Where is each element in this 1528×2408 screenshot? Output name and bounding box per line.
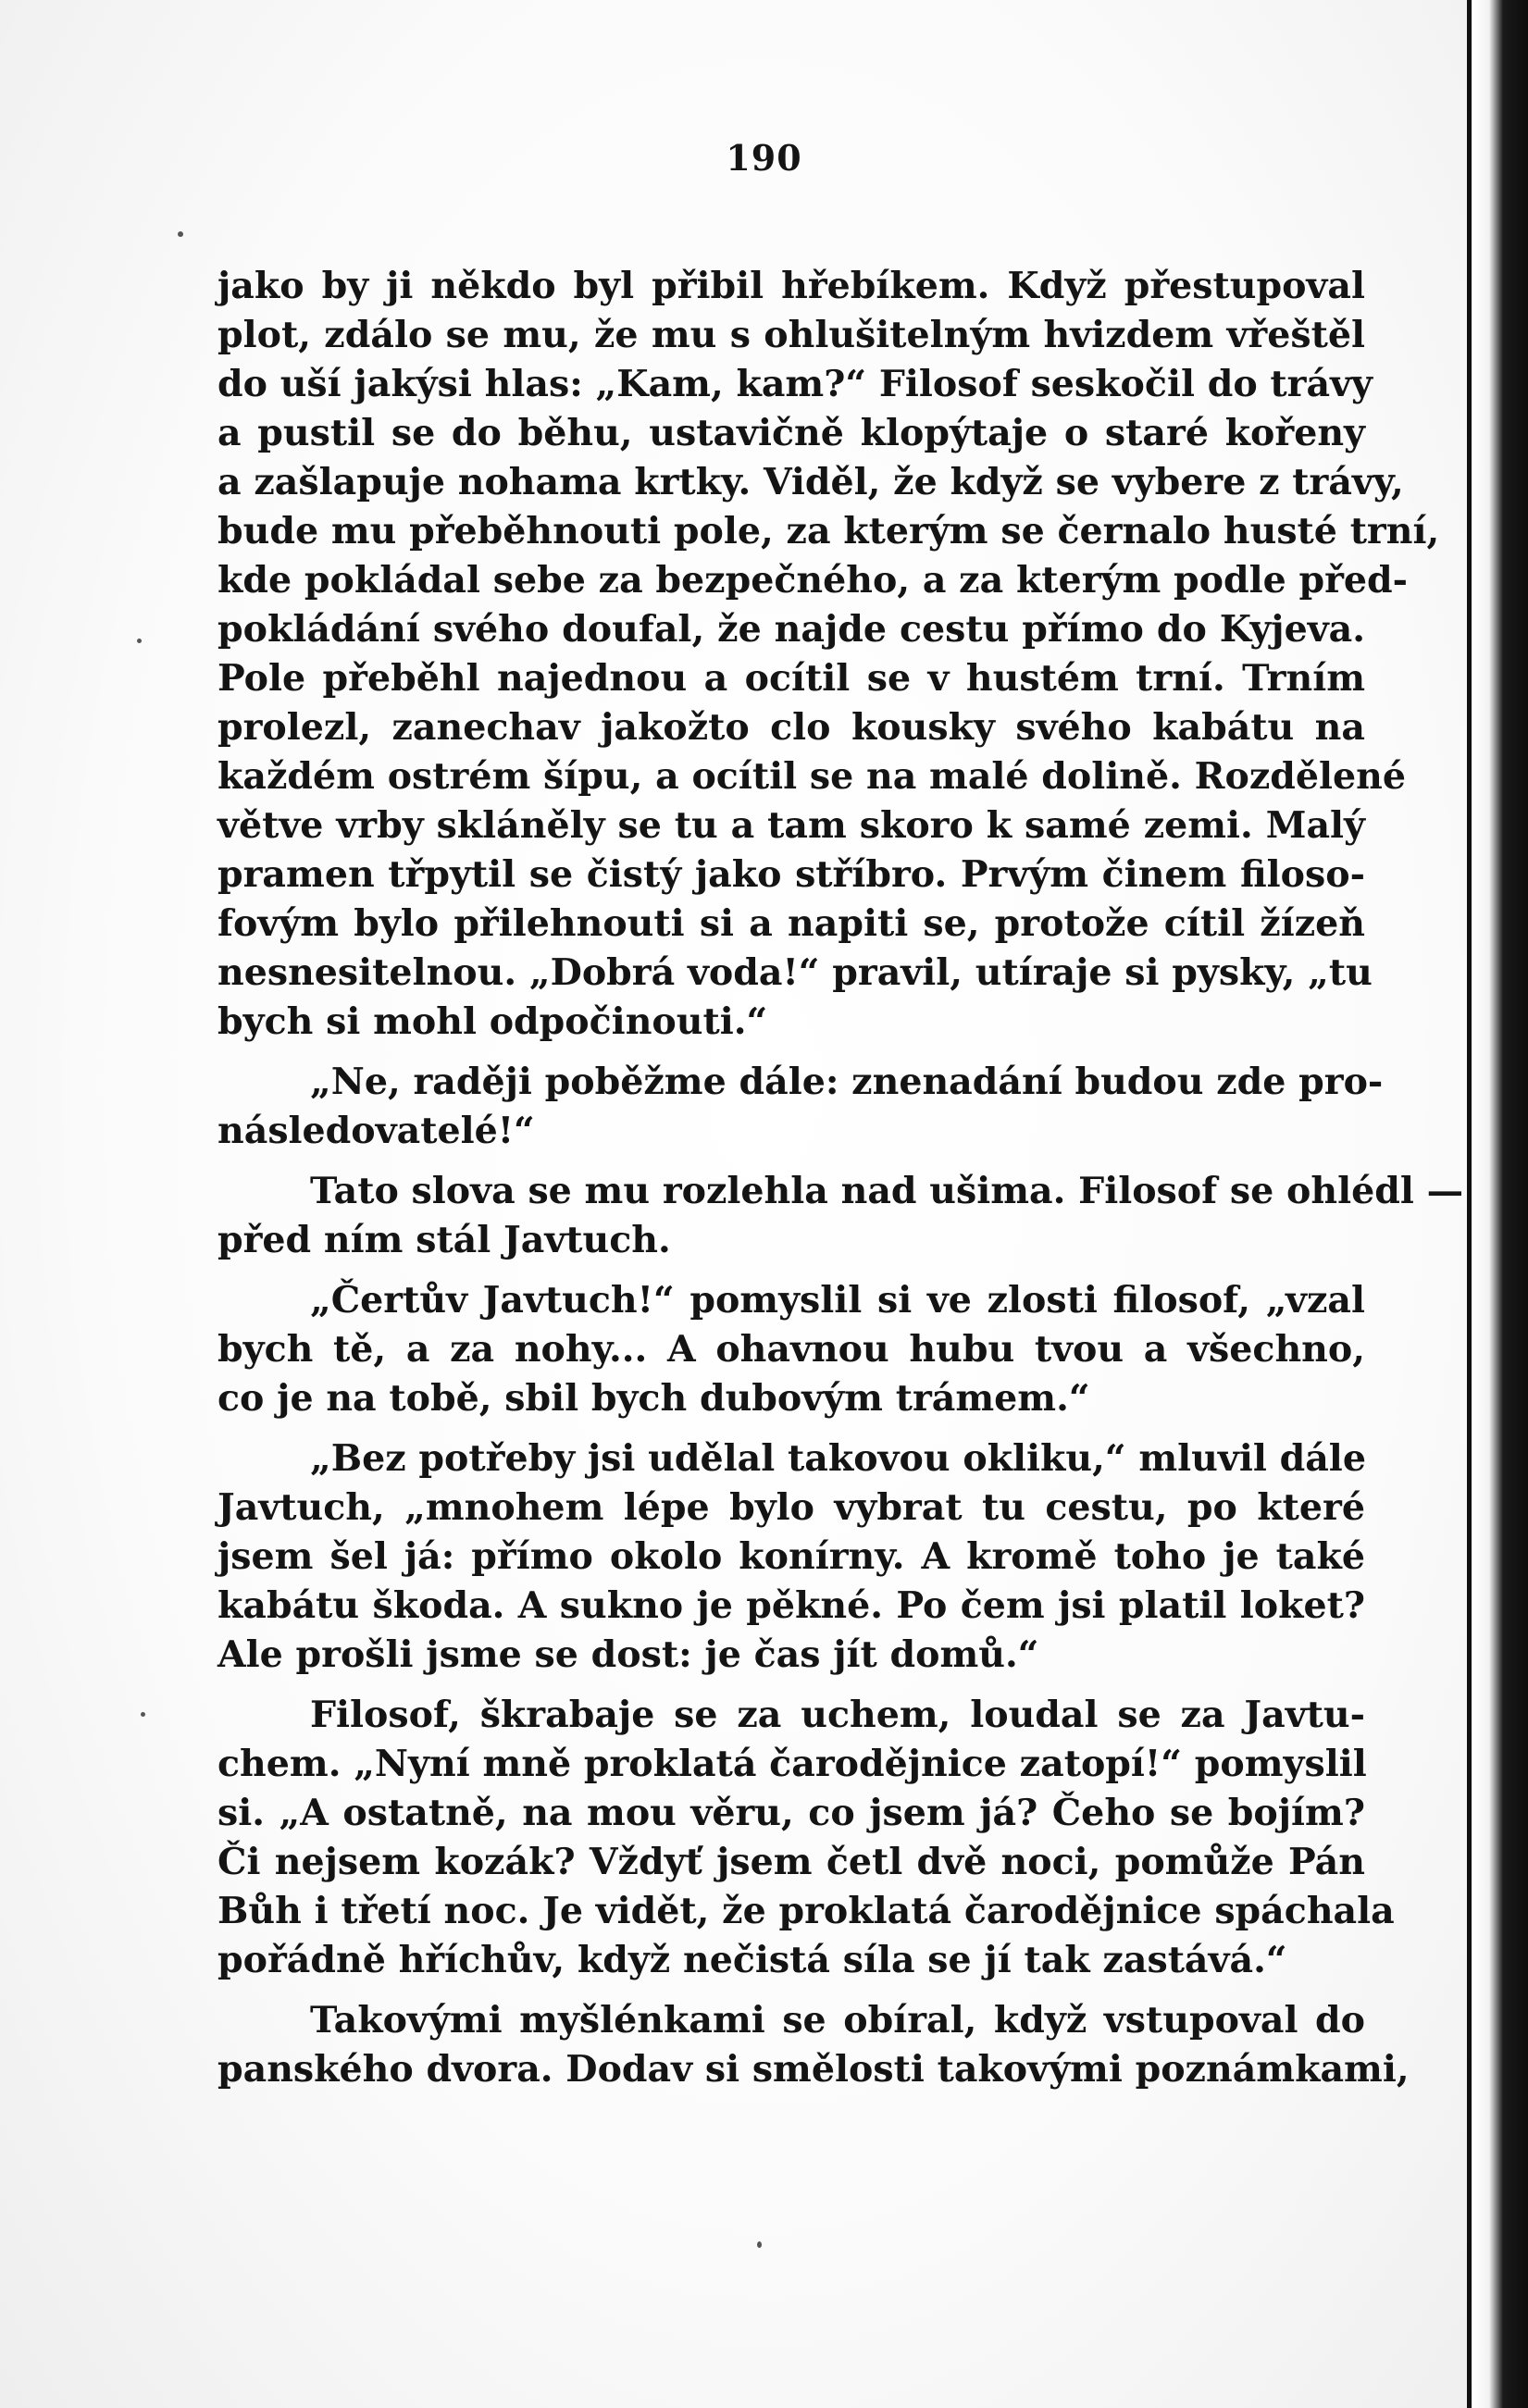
text-line: pokládání svého doufal, že najde cestu přímo do Kyjeva. bbox=[217, 608, 1365, 651]
text-line: větve vrby skláněly se tu a tam skoro k samé zemi. Malý bbox=[217, 804, 1365, 847]
paragraph-gap bbox=[217, 1047, 1365, 1058]
paragraph-gap bbox=[217, 1423, 1365, 1434]
text-line: a zašlapuje nohama krtky. Viděl, že když se vybere z trávy, bbox=[217, 461, 1404, 503]
text-line: bych tě, a za nohy... A ohavnou hubu tvou a všechno, bbox=[217, 1328, 1365, 1371]
text-line: Pole přeběhl najednou a ocítil se v hustém trní. Trním bbox=[217, 657, 1365, 700]
print-speck bbox=[141, 1712, 145, 1717]
text-line: Ale prošli jsme se dost: je čas jít domů.“ bbox=[217, 1633, 1039, 1676]
text-line: Filosof, škrabaje se za uchem, loudal se za Javtu- bbox=[310, 1694, 1365, 1736]
text-line: pořádně hříchův, když nečistá síla se jí tak zastává.“ bbox=[217, 1939, 1287, 1981]
text-line: „Bez potřeby jsi udělal takovou okliku,“ mluvil dále bbox=[310, 1437, 1366, 1480]
paragraph-gap bbox=[217, 1156, 1365, 1167]
text-line: chem. „Nyní mně proklatá čarodějnice zatopí!“ pomyslil bbox=[217, 1743, 1367, 1785]
text-line: bych si mohl odpočinouti.“ bbox=[217, 1000, 768, 1043]
text-line: si. „A ostatně, na mou věru, co jsem já? Čeho se bojím? bbox=[217, 1792, 1365, 1834]
page-edge-shadow bbox=[1472, 0, 1528, 2408]
text-line: nesnesitelnou. „Dobrá voda!“ pravil, utíraje si pysky, „tu bbox=[217, 951, 1373, 994]
paragraph bbox=[217, 1996, 1410, 2094]
paragraph bbox=[217, 262, 1440, 1047]
paragraph bbox=[217, 1276, 1365, 1423]
paragraph-gap bbox=[217, 1265, 1365, 1276]
text-line: jsem šel já: přímo okolo konírny. A kromě toho je také bbox=[217, 1535, 1365, 1578]
text-line: panského dvora. Dodav si smělosti takovými poznámkami, bbox=[217, 2048, 1410, 2091]
page-number: 190 bbox=[726, 137, 802, 179]
text-line: Javtuch, „mnohem lépe bylo vybrat tu cestu, po které bbox=[217, 1486, 1365, 1529]
text-line: prolezl, zanechav jakožto clo kousky svého kabátu na bbox=[217, 706, 1365, 749]
text-line: Takovými myšlénkami se obíral, když vstupoval do bbox=[310, 1999, 1365, 2042]
text-line: kabátu škoda. A sukno je pěkné. Po čem jsi platil loket? bbox=[217, 1584, 1365, 1627]
text-line: Bůh i třetí noc. Je vidět, že proklatá čarodějnice spáchala bbox=[217, 1890, 1395, 1932]
text-line: jako by ji někdo byl přibil hřebíkem. Když přestupoval bbox=[217, 265, 1365, 307]
text-line: „Čertův Javtuch!“ pomyslil si ve zlosti filosof, „vzal bbox=[310, 1279, 1365, 1322]
text-line: a pustil se do běhu, ustavičně klopýtaje o staré kořeny bbox=[217, 412, 1365, 454]
text-line: před ním stál Javtuch. bbox=[217, 1219, 671, 1261]
text-line: pramen třpytil se čistý jako stříbro. Prvým činem filoso- bbox=[217, 853, 1365, 896]
print-speck bbox=[137, 639, 142, 643]
text-line: kde pokládal sebe za bezpečného, a za kterým podle před- bbox=[217, 559, 1409, 602]
text-line: Či nejsem kozák? Vždyť jsem četl dvě noci, pomůže Pán bbox=[217, 1841, 1365, 1883]
text-line: fovým bylo přilehnouti si a napiti se, protože cítil žízeň bbox=[217, 902, 1365, 945]
text-body bbox=[217, 262, 1464, 2094]
text-line: plot, zdálo se mu, že mu s ohlušitelným hvizdem vřeštěl bbox=[217, 314, 1365, 356]
print-speck bbox=[178, 231, 183, 237]
print-speck bbox=[757, 2241, 762, 2248]
text-line: „Ne, raději poběžme dále: znenadání budou zde pro- bbox=[310, 1061, 1384, 1103]
paragraph bbox=[217, 1058, 1384, 1156]
paragraph bbox=[217, 1167, 1464, 1265]
text-line: Tato slova se mu rozlehla nad ušima. Filosof se ohlédl — bbox=[310, 1170, 1464, 1212]
text-line: do uší jakýsi hlas: „Kam, kam?“ Filosof seskočil do trávy bbox=[217, 363, 1373, 405]
text-line: následovatelé!“ bbox=[217, 1110, 535, 1152]
text-line: každém ostrém šípu, a ocítil se na malé dolině. Rozdělené bbox=[217, 755, 1406, 798]
paragraph bbox=[217, 1691, 1395, 1985]
page-binding-edge bbox=[1467, 0, 1472, 2408]
paragraph-gap bbox=[217, 1680, 1365, 1691]
text-line: co je na tobě, sbil bych dubovým trámem.“ bbox=[217, 1377, 1090, 1420]
text-line: bude mu přeběhnouti pole, za kterým se černalo husté trní, bbox=[217, 510, 1440, 552]
paragraph bbox=[217, 1434, 1365, 1680]
paragraph-gap bbox=[217, 1985, 1365, 1996]
